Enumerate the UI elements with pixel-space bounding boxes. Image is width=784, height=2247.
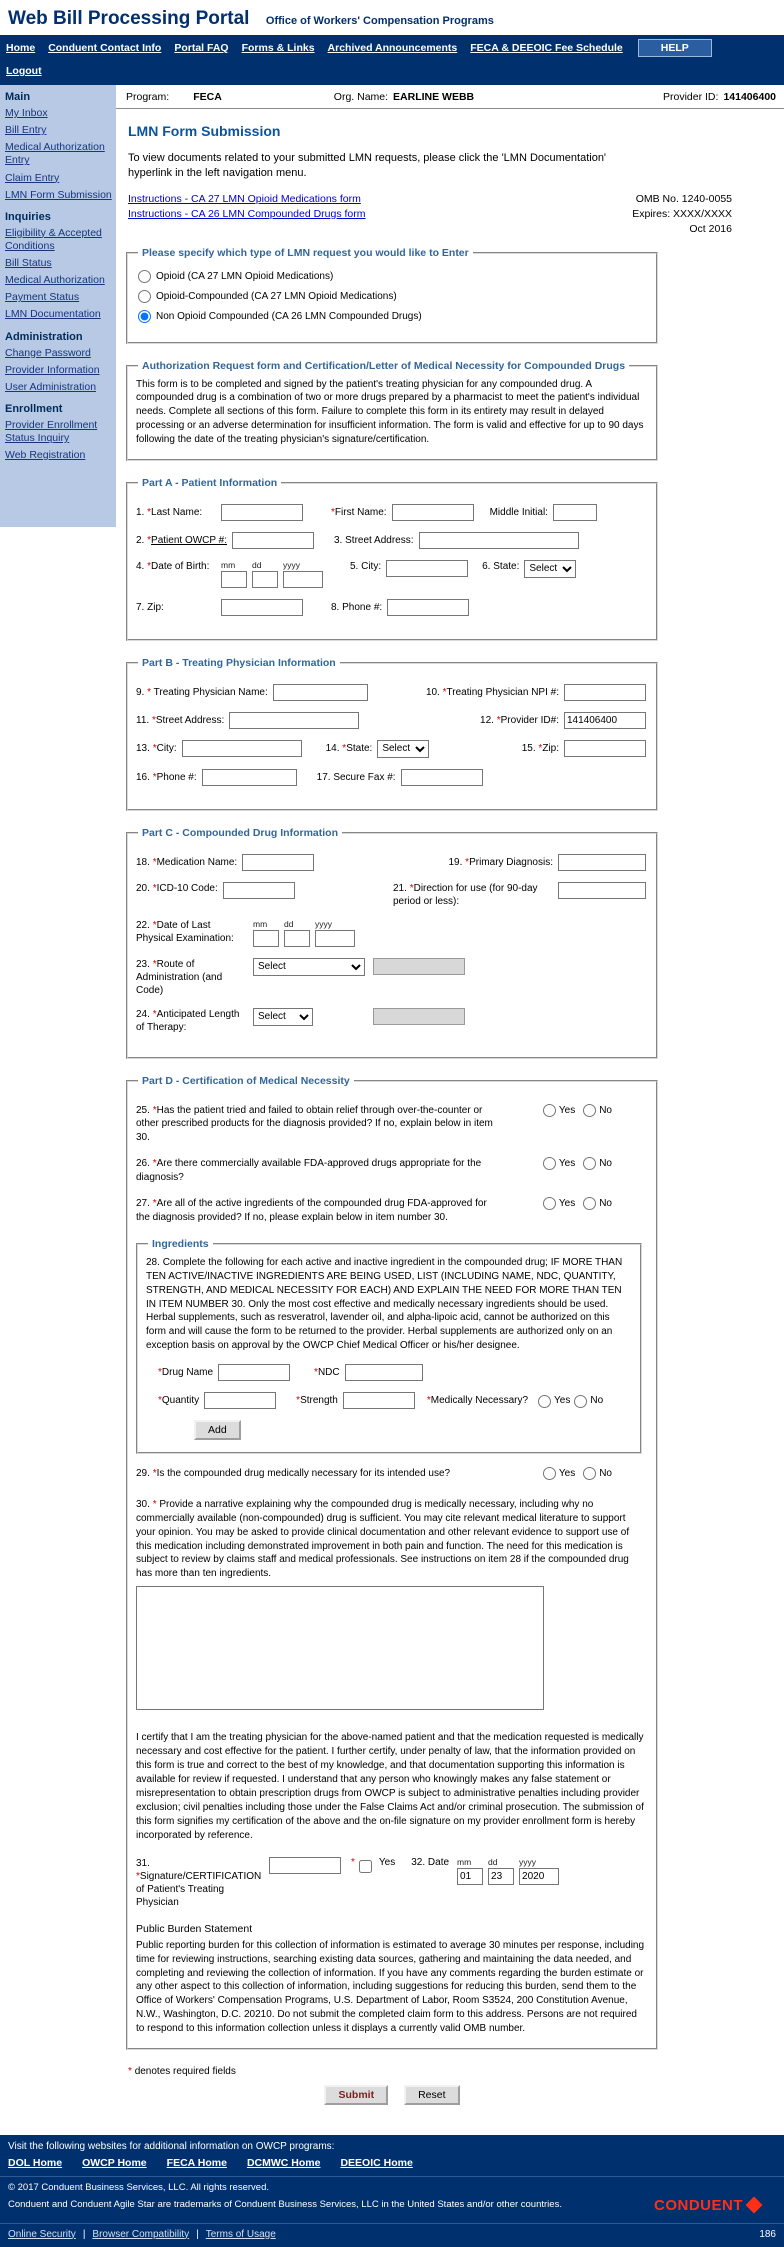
row-physician-city-state-zip xyxy=(136,740,646,758)
route-code-box xyxy=(373,958,465,975)
physician-city-label: 13. *City: xyxy=(136,743,177,755)
physician-street-input[interactable] xyxy=(229,712,359,729)
footer-link-dol-home[interactable]: DOL Home xyxy=(8,2156,63,2169)
first-name-input[interactable] xyxy=(392,504,474,521)
public-burden-text: Public reporting burden for this collection of information is estimated to average 30 minutes per response, including time for reviewing instructions, searching existing data sources, gathering and maintaining the data needed, and completing and reviewing the collection of information. If you have any comments regarding the burden estimate or any other aspect to this collection of information, including suggestions for reducing this burden, send them to the Office of Workers' Compensation Programs, U.S. Department of Labor, Room S3524, 200 Constitution Avenue, N.W., Washington, D.C. 20210. Do not submit the completed claim form to this address. Persons are not required to respond to this information collection unless it displays a currently valid OMB number. xyxy=(136,1940,645,2034)
sidebar-item-bill-status[interactable]: Bill Status xyxy=(5,257,52,269)
ca26-instructions-link[interactable]: Instructions - CA 26 LMN Compounded Drugs form xyxy=(128,207,366,220)
nav-logout[interactable]: Logout xyxy=(6,65,42,77)
sidebar-section-enrollment: Enrollment xyxy=(5,402,63,415)
question-27 xyxy=(136,1197,646,1224)
instructions-row-2 xyxy=(128,208,732,220)
narrative-textarea[interactable] xyxy=(136,1586,544,1710)
reset-button[interactable]: Reset xyxy=(404,2085,459,2105)
date-mm-input[interactable] xyxy=(457,1868,483,1885)
row-last-exam-date xyxy=(136,919,646,947)
physician-name-input[interactable] xyxy=(273,684,368,701)
sidebar-item-provider-information[interactable]: Provider Information xyxy=(5,363,100,376)
question-29-yesno: Yes No xyxy=(535,1467,612,1480)
conduent-star-icon xyxy=(746,2197,763,2214)
lmn-type-option-non-opioid-compounded xyxy=(136,310,646,323)
q27-no-radio[interactable] xyxy=(583,1197,596,1210)
row-physician-street-providerid xyxy=(136,712,646,729)
row-anticipated-length xyxy=(136,1008,646,1034)
secure-fax-label: 17. Secure Fax #: xyxy=(316,771,396,783)
ndc-input[interactable] xyxy=(345,1364,423,1381)
strength-input[interactable] xyxy=(343,1392,415,1409)
dd-label: dd xyxy=(252,559,262,570)
separator: | xyxy=(196,2228,199,2240)
intro-text: To view documents related to your submitted LMN requests, please click the 'LMN Documentation' hyperlink in the left navigation menu. xyxy=(128,152,607,179)
part-b-fieldset xyxy=(126,657,658,811)
therapy-length-select[interactable] xyxy=(253,1008,313,1026)
sidebar-item-eligibility[interactable]: Eligibility & Accepted Conditions xyxy=(5,226,102,252)
separator: | xyxy=(82,2228,86,2240)
part-b-legend: Part B - Treating Physician Information xyxy=(142,656,336,669)
page-layout xyxy=(0,85,784,2135)
q25-yes-radio[interactable] xyxy=(543,1104,556,1117)
route-label: 23. *Route of Administration (and Code) xyxy=(136,958,223,996)
footer-bottom-bar xyxy=(0,2223,784,2247)
physician-city-input[interactable] xyxy=(182,740,302,757)
last-name-input[interactable] xyxy=(221,504,303,521)
patient-owcp-link[interactable]: Patient OWCP #: xyxy=(151,534,227,546)
provider-id-label: Provider ID: xyxy=(663,91,719,103)
dob-dd-input[interactable] xyxy=(252,571,278,588)
medication-name-input[interactable] xyxy=(242,854,314,871)
medication-name-label: 18. *Medication Name: xyxy=(136,856,238,868)
required-fields-note: * denotes required fields xyxy=(128,2065,236,2077)
sidebar-item-web-registration[interactable]: Web Registration xyxy=(5,449,86,462)
date-32-group xyxy=(457,1857,564,1885)
row-physician-phone-fax xyxy=(136,769,646,786)
form-date: Oct 2016 xyxy=(689,222,732,235)
secure-fax-input[interactable] xyxy=(401,769,483,786)
nav-conduent-contact-info[interactable]: Conduent Contact Info xyxy=(48,42,162,54)
q26-yes-radio[interactable] xyxy=(543,1157,556,1170)
portal-subtitle: Office of Workers' Compensation Programs xyxy=(265,15,494,27)
ingredients-fieldset xyxy=(136,1238,642,1454)
question-27-text: 27. *Are all of the active ingredients of the compounded drug FDA-approved for the diagnosis provided? If no, please explain below in item number 30. xyxy=(136,1198,487,1223)
physician-phone-input[interactable] xyxy=(202,769,297,786)
top-nav xyxy=(0,35,784,85)
footer-link-online-security[interactable]: Online Security xyxy=(8,2228,76,2240)
sidebar-item-medical-authorization[interactable]: Medical Authorization xyxy=(5,274,105,287)
question-25-yesno: Yes No xyxy=(535,1104,612,1117)
dd-label: dd xyxy=(488,1857,498,1868)
lmn-type-option-opioid xyxy=(136,270,646,283)
direction-for-use-input[interactable] xyxy=(558,882,646,899)
street-address-label: 3. Street Address: xyxy=(334,534,414,546)
authorization-legend: Authorization Request form and Certification/Letter of Medical Necessity for Compounded Drugs xyxy=(142,359,626,372)
medically-necessary-label: *Medically Necessary? xyxy=(426,1394,529,1406)
physician-street-label: 11. *Street Address: xyxy=(136,714,225,726)
question-26-text: 26. *Are there commercially available FDA-approved drugs appropriate for the diagnosis? xyxy=(136,1158,482,1183)
sidebar-section-inquiries: Inquiries xyxy=(5,210,51,223)
phone-label: 8. Phone #: xyxy=(331,601,383,613)
provider-id-input[interactable] xyxy=(564,712,646,729)
row-physician-name-npi xyxy=(136,684,646,701)
physician-zip-label: 15. *Zip: xyxy=(521,743,559,755)
page-title: LMN Form Submission xyxy=(128,123,281,139)
icd10-label: 20. *ICD-10 Code: xyxy=(136,882,218,894)
nav-home[interactable]: Home xyxy=(6,42,36,54)
therapy-length-box xyxy=(373,1008,465,1025)
non-opioid-compounded-radio[interactable] xyxy=(138,310,151,323)
mm-label: mm xyxy=(221,559,236,570)
sidebar-item-change-password[interactable]: Change Password xyxy=(5,346,91,359)
zip-label: 7. Zip: xyxy=(136,601,164,613)
part-d-fieldset xyxy=(126,1075,658,2050)
patient-city-input[interactable] xyxy=(386,560,468,577)
physician-zip-input[interactable] xyxy=(564,740,646,757)
lmn-type-option-opioid-compounded xyxy=(136,290,646,303)
instructions-row-1 xyxy=(128,193,732,205)
part-c-fieldset xyxy=(126,827,658,1059)
route-select[interactable] xyxy=(253,958,365,976)
row-quantity-strength: *Quantity *Strength *Medically Necessary? Yes No xyxy=(158,1392,630,1409)
therapy-length-label: 24. *Anticipated Length of Therapy: xyxy=(136,1008,240,1033)
drug-name-label: *Drug Name xyxy=(158,1366,214,1378)
main-area xyxy=(116,85,784,2135)
org-name-label: Org. Name: xyxy=(333,91,389,103)
authorization-text: This form is to be completed and signed by the patient's treating physician for any compounded drug. A compounded drug is a combination of two or more drugs prepared by a pharmacist to meet the patient's individual needs. Complete all sections of this form. Failure to complete this form in its entirety may result in delayed processing or an adverse determination for insufficient information. The form is valid and effective for up to 90 days following the date of the treating physician's signature/certification. xyxy=(136,378,644,445)
footer-trademark-row xyxy=(0,2195,784,2223)
row-icd10-direction xyxy=(136,882,646,908)
public-burden-title: Public Burden Statement xyxy=(136,1923,253,1936)
footer xyxy=(0,2135,784,2247)
q26-no-radio[interactable] xyxy=(583,1157,596,1170)
footer-links xyxy=(0,2154,784,2177)
expires-text: Expires: XXXX/XXXX xyxy=(632,207,732,220)
authorization-fieldset xyxy=(126,360,658,461)
ndc-label: *NDC xyxy=(314,1366,340,1378)
dob-yyyy-input[interactable] xyxy=(283,571,323,588)
sidebar xyxy=(0,85,116,527)
non-opioid-compounded-radio-label: Non Opioid Compounded (CA 26 LMN Compounded Drugs) xyxy=(156,310,422,322)
conduent-logo-text: CONDUENT xyxy=(654,2196,743,2214)
patient-owcp-input[interactable] xyxy=(232,532,314,549)
footer-copyright: © 2017 Conduent Business Services, LLC. All rights reserved. xyxy=(8,2181,269,2193)
row-signature-date xyxy=(136,1857,646,1909)
exam-dd-input[interactable] xyxy=(284,930,310,947)
patient-zip-input[interactable] xyxy=(221,599,303,616)
sidebar-item-my-inbox[interactable]: My Inbox xyxy=(5,107,48,119)
patient-street-input[interactable] xyxy=(419,532,579,549)
provider-id-field-label: 12. *Provider ID#: xyxy=(480,714,559,726)
drug-name-input[interactable] xyxy=(218,1364,290,1381)
sidebar-item-lmn-form-submission[interactable]: LMN Form Submission xyxy=(5,188,112,201)
q27-yes-radio[interactable] xyxy=(543,1197,556,1210)
provider-id-value: 141406400 xyxy=(723,91,776,103)
direction-for-use-label: 21. *Direction for use (for 90-day period or less): xyxy=(393,882,538,907)
question-27-yesno: Yes No xyxy=(535,1197,612,1210)
program-value: FECA xyxy=(193,91,222,103)
instructions-row-3 xyxy=(128,223,732,235)
opioid-compounded-radio[interactable] xyxy=(138,290,151,303)
question-25-text: 25. *Has the patient tried and failed to obtain relief through over-the-counter or other prescribed products for the diagnosis provided? If no, explain below in item 30. xyxy=(136,1104,493,1143)
page-content xyxy=(116,109,784,2105)
physician-npi-label: 10. *Treating Physician NPI #: xyxy=(425,686,559,698)
sidebar-item-user-administration[interactable]: User Administration xyxy=(5,380,97,393)
dob-label: 4. *Date of Birth: xyxy=(136,560,210,572)
patient-state-select[interactable] xyxy=(524,560,576,578)
question-26-yesno: Yes No xyxy=(535,1157,612,1170)
exam-yyyy-input[interactable] xyxy=(315,930,355,947)
row-owcp-street xyxy=(136,532,646,549)
question-29 xyxy=(136,1467,646,1481)
icd10-input[interactable] xyxy=(223,882,295,899)
physician-state-label: 14. *State: xyxy=(325,743,373,755)
question-26 xyxy=(136,1157,646,1184)
question-25 xyxy=(136,1104,646,1145)
program-label: Program: xyxy=(126,91,170,103)
footer-trademark-text: Conduent and Conduent Agile Star are trademarks of Conduent Business Services, LLC in the United States and/or other countries. xyxy=(8,2198,562,2210)
mm-label: mm xyxy=(253,918,268,929)
opioid-compounded-radio-label: Opioid-Compounded (CA 27 LMN Opioid Medications) xyxy=(156,290,397,302)
sidebar-item-payment-status[interactable]: Payment Status xyxy=(5,291,80,304)
last-name-label: 1. *Last Name: xyxy=(136,506,203,518)
opioid-radio[interactable] xyxy=(138,270,151,283)
footer-link-feca-home[interactable]: FECA Home xyxy=(166,2156,227,2169)
physician-npi-input[interactable] xyxy=(564,684,646,701)
footer-link-terms-of-usage[interactable]: Terms of Usage xyxy=(205,2228,276,2240)
help-button[interactable]: HELP xyxy=(638,39,712,57)
yyyy-label: yyyy xyxy=(283,559,300,570)
part-a-legend: Part A - Patient Information xyxy=(142,476,278,489)
lmn-type-fieldset xyxy=(126,247,658,344)
form-actions xyxy=(126,2085,658,2105)
date-yyyy-input[interactable] xyxy=(519,1868,559,1885)
q29-yes-radio[interactable] xyxy=(543,1467,556,1480)
row-patient-name xyxy=(136,504,646,521)
row-route-of-administration xyxy=(136,958,646,997)
part-a-fieldset xyxy=(126,477,658,641)
medically-necessary-yes-radio[interactable] xyxy=(538,1395,551,1408)
q29-no-radio[interactable] xyxy=(583,1467,596,1480)
nav-archived-announcements[interactable]: Archived Announcements xyxy=(327,42,458,54)
submit-button[interactable]: Submit xyxy=(324,2085,388,2105)
medically-necessary-no-radio[interactable] xyxy=(574,1395,587,1408)
sidebar-section-administration: Administration xyxy=(5,330,83,343)
nav-fee-schedule[interactable]: FECA & DEEOIC Fee Schedule xyxy=(470,42,623,54)
signature-required-asterisk: * xyxy=(351,1857,355,1869)
opioid-radio-label: Opioid (CA 27 LMN Opioid Medications) xyxy=(156,270,334,282)
sidebar-section-main: Main xyxy=(5,91,31,103)
conduent-logo xyxy=(654,2197,760,2214)
part-d-legend: Part D - Certification of Medical Necessity xyxy=(142,1074,350,1087)
physician-name-label: 9. * Treating Physician Name: xyxy=(136,686,268,698)
footer-link-dcmwc-home[interactable]: DCMWC Home xyxy=(246,2156,321,2169)
physician-phone-label: 16. *Phone #: xyxy=(136,771,197,783)
primary-diagnosis-label: 19. *Primary Diagnosis: xyxy=(448,856,553,868)
signature-yes-label: Yes xyxy=(378,1857,396,1869)
sidebar-item-lmn-documentation[interactable]: LMN Documentation xyxy=(5,308,101,321)
q25-no-radio[interactable] xyxy=(583,1104,596,1117)
last-exam-label: 22. *Date of Last Physical Examination: xyxy=(136,919,234,944)
question-30-text: 30. * Provide a narrative explaining why the compounded drug is medically necessary, including why no commercially available (non-compounded) drug is sufficient. You may cite relevant medical literature to support your opinion. You may be asked to provide clinical documentation and other relevant evidence to support use of this medication including demonstrated improvement in both pain and function. The need for this medication is subject to review by claims staff and medical professionals. See instructions on item 28 if the compounded drug has more than ten ingredients. xyxy=(136,1499,630,1580)
yyyy-label: yyyy xyxy=(519,1857,537,1868)
quantity-input[interactable] xyxy=(204,1392,276,1409)
dob-mm-input[interactable] xyxy=(221,571,247,588)
footer-link-owcp-home[interactable]: OWCP Home xyxy=(82,2156,147,2169)
add-ingredient-button[interactable]: Add xyxy=(194,1420,241,1440)
dd-label: dd xyxy=(284,918,294,929)
question-29-text: 29. *Is the compounded drug medically necessary for its intended use? xyxy=(136,1467,451,1479)
nav-forms-links[interactable]: Forms & Links xyxy=(241,42,315,54)
page-number: 186 xyxy=(759,2228,776,2240)
footer-link-browser-compatibility[interactable]: Browser Compatibility xyxy=(92,2228,190,2240)
city-label: 5. City: xyxy=(350,560,382,572)
state-label: 6. State: xyxy=(482,560,520,572)
middle-initial-input[interactable] xyxy=(553,504,597,521)
footer-visit-text: Visit the following websites for additional information on OWCP programs: xyxy=(8,2140,335,2152)
sidebar-item-claim-entry[interactable]: Claim Entry xyxy=(5,171,60,184)
page-header xyxy=(0,0,784,35)
strength-label: *Strength xyxy=(296,1394,338,1406)
signature-yes-checkbox[interactable] xyxy=(359,1860,372,1873)
omb-number: OMB No. 1240-0055 xyxy=(635,192,732,205)
middle-initial-label: Middle Initial: xyxy=(489,506,548,518)
sidebar-item-medical-authorization-entry[interactable]: Medical Authorization Entry xyxy=(5,141,105,167)
quantity-label: *Quantity xyxy=(158,1394,200,1406)
sidebar-item-provider-enrollment-status[interactable]: Provider Enrollment Status Inquiry xyxy=(5,418,98,444)
row-medication-diagnosis xyxy=(136,854,646,871)
org-name-value: EARLINE WEBB xyxy=(393,91,475,103)
lmn-type-legend: Please specify which type of LMN request you would like to Enter xyxy=(142,246,469,259)
patient-owcp-label: 2. *Patient OWCP #: xyxy=(136,534,227,546)
sidebar-item-bill-entry[interactable]: Bill Entry xyxy=(5,124,47,137)
physician-state-select[interactable] xyxy=(377,740,429,758)
portal-title: Web Bill Processing Portal xyxy=(8,8,250,29)
row-drugname-ndc xyxy=(158,1364,630,1381)
nav-portal-faq[interactable]: Portal FAQ xyxy=(174,42,229,54)
exam-mm-input[interactable] xyxy=(253,930,279,947)
date-32-label: 32. Date xyxy=(411,1857,450,1869)
primary-diagnosis-input[interactable] xyxy=(558,854,646,871)
row-zip-phone xyxy=(136,599,646,616)
top-nav-row-2 xyxy=(0,59,784,85)
ca27-instructions-link[interactable]: Instructions - CA 27 LMN Opioid Medications form xyxy=(128,192,361,205)
dob-date-group xyxy=(221,560,328,588)
certification-text: I certify that I am the treating physician for the above-named patient and that the medication requested is medically necessary and cost effective for the patient. I further certify, under penalty of law, that the information provided on this form is true and correct to the best of my knowledge, and that documentation supporting this information is available for review if requested. I understand that any person who knowingly makes any false statement or misrepresentation to obtain prescription drugs from OWCP is subject to administrative penalties including provider exclusion; civil penalties including those under the False Claims Act and/or criminal prosecution. The submission of this form signifies my certification of the above and the on-file signature on my provider enrollment form is hereby incorporated by reference. xyxy=(136,1732,644,1842)
top-nav-row-1 xyxy=(0,35,784,59)
first-name-label: *First Name: xyxy=(331,506,387,518)
patient-phone-input[interactable] xyxy=(387,599,469,616)
part-c-legend: Part C - Compounded Drug Information xyxy=(142,826,338,839)
signature-input[interactable] xyxy=(269,1857,341,1874)
item-28-text: 28. Complete the following for each active and inactive ingredient in the compounded drug; IF MORE THAN TEN ACTIVE/INACTIVE INGREDIENTS ARE BEING USED, LIST (INCLUDING NAME, NDC, QUANTITY, STRENGTH, AND MEDICAL NECESSITY FOR EACH) AND EXPLAIN THE NEED FOR MORE THAN TEN IN ITEM NUMBER 30. Only the most cost effective and medically necessary ingredients should be used. Herbal supplements, such as resveratrol, lavender oil, and alpha-lipoic acid, cannot be authorized on this form and will cause the form to be returned to the provider. Herbal supplements are authorized only on an exception basis on approval by the OWCP Chief Medical Officer or his/her designee. xyxy=(146,1257,623,1351)
provider-info-bar xyxy=(116,85,784,109)
yyyy-label: yyyy xyxy=(315,918,332,929)
ingredients-legend: Ingredients xyxy=(152,1238,209,1251)
mm-label: mm xyxy=(457,1857,472,1868)
last-exam-date-group xyxy=(253,919,360,947)
signature-label: 31. *Signature/CERTIFICATION of Patient's Treating Physician xyxy=(136,1858,262,1909)
date-dd-input[interactable] xyxy=(488,1868,514,1885)
footer-link-deeoic-home[interactable]: DEEOIC Home xyxy=(340,2156,413,2169)
row-dob-city-state xyxy=(136,560,646,588)
